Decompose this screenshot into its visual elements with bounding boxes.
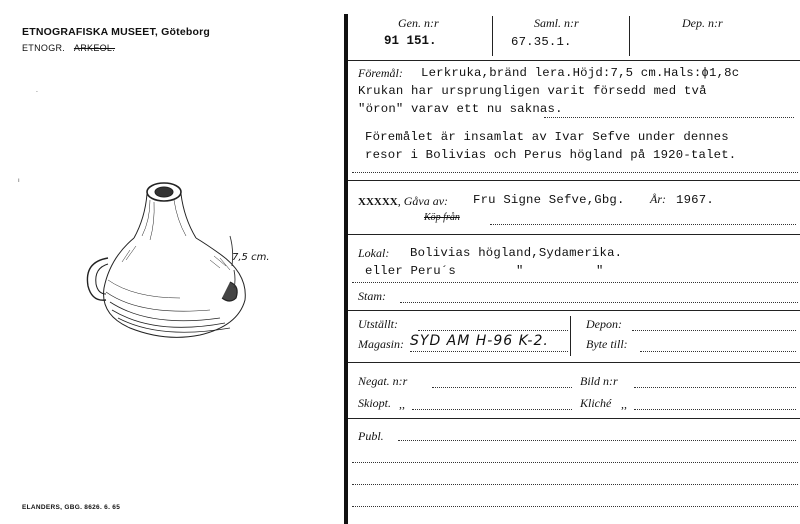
dotted-line	[400, 302, 798, 303]
dotted-line	[418, 330, 568, 331]
department-arkeol: ARKEOL.	[73, 43, 116, 53]
gava-struck: XXXXX	[358, 196, 398, 208]
row-divider	[348, 418, 800, 419]
cliche-label: Kliché	[580, 396, 612, 410]
card-divider	[344, 14, 348, 524]
number-separator	[492, 16, 493, 56]
foremal-line-3: "öron" varav ett nu saknas.	[358, 102, 563, 116]
row-divider	[348, 180, 800, 181]
dotted-line	[640, 351, 796, 352]
dep-number-label: Dep. n:r	[682, 16, 723, 30]
dotted-line	[490, 224, 796, 225]
lokal-label: Lokal:	[358, 246, 390, 260]
number-separator	[629, 16, 630, 56]
row-divider	[348, 234, 800, 235]
kop-fran-label: Köp från	[424, 212, 460, 223]
gava-value: Fru Signe Sefve,Gbg.	[473, 193, 625, 207]
dotted-line	[352, 484, 798, 485]
gen-number-value: 91 151.	[384, 34, 437, 48]
column-separator	[570, 316, 571, 356]
museum-city: Göteborg	[161, 26, 211, 38]
gava-label: , Gåva av:	[397, 194, 449, 208]
stam-label: Stam:	[358, 289, 386, 303]
lokal-ditto-1: "	[516, 264, 524, 278]
dotted-line	[544, 117, 794, 118]
negat-label: Negat. n:r	[358, 374, 408, 388]
dotted-line	[634, 387, 796, 388]
lokal-ditto-2: "	[596, 264, 604, 278]
utstallt-label: Utställt:	[358, 317, 399, 331]
ar-label: År:	[650, 192, 666, 206]
museum-name: ETNOGRAFISKA MUSEET,	[22, 26, 159, 38]
dotted-line	[412, 409, 572, 410]
foremal-line-5: resor i Bolivias och Perus högland på 1920-talet.	[365, 148, 737, 162]
saml-number-label: Saml. n:r	[534, 16, 579, 30]
pencil-mark: `	[36, 92, 38, 98]
gava-line	[358, 192, 448, 210]
lokal-line-1: Bolivias högland,Sydamerika.	[410, 246, 623, 260]
foremal-line-2: Krukan har ursprungligen varit försedd med två	[358, 84, 707, 98]
cliche-ditto: ,,	[621, 397, 627, 411]
lokal-line-2: eller Peru´s	[365, 264, 456, 278]
dotted-line	[410, 351, 568, 352]
publ-label: Publ.	[358, 429, 384, 443]
pot-drawing	[70, 170, 320, 355]
museum-title	[22, 26, 210, 38]
dotted-line	[352, 506, 798, 507]
ar-value: 1967.	[676, 193, 714, 207]
row-divider	[348, 362, 800, 363]
gen-number-label: Gen. n:r	[398, 16, 439, 30]
dotted-line	[352, 462, 798, 463]
dotted-line	[432, 387, 572, 388]
row-divider	[348, 310, 800, 311]
skiopt-label: Skiopt.	[358, 396, 391, 410]
foremal-line-4: Föremålet är insamlat av Ivar Sefve under dennes	[365, 130, 729, 144]
foremal-label: Föremål:	[358, 66, 403, 80]
depon-label: Depon:	[586, 317, 622, 331]
height-note: 7,5 cm.	[232, 252, 270, 263]
dotted-line	[352, 172, 798, 173]
pencil-mark: ı	[18, 178, 20, 184]
printer-imprint: ELANDERS, GBG. 8626. 6. 65	[22, 504, 121, 511]
foremal-line-1: Lerkruka,bränd lera.Höjd:7,5 cm.Hals:ϕ1,8c	[421, 66, 740, 80]
dotted-line	[352, 282, 798, 283]
magasin-label: Magasin:	[358, 337, 404, 351]
department-line	[22, 43, 115, 53]
department-etnogr: ETNOGR.	[22, 43, 66, 53]
skiopt-ditto: ,,	[399, 397, 405, 411]
dotted-line	[398, 440, 796, 441]
byte-label: Byte till:	[586, 337, 628, 351]
dotted-line	[632, 330, 796, 331]
dotted-line	[634, 409, 796, 410]
bild-label: Bild n:r	[580, 374, 618, 388]
magasin-value: SYD AM H-96 K-2.	[410, 333, 549, 349]
saml-number-value: 67.35.1.	[511, 35, 572, 49]
row-divider	[348, 60, 800, 61]
